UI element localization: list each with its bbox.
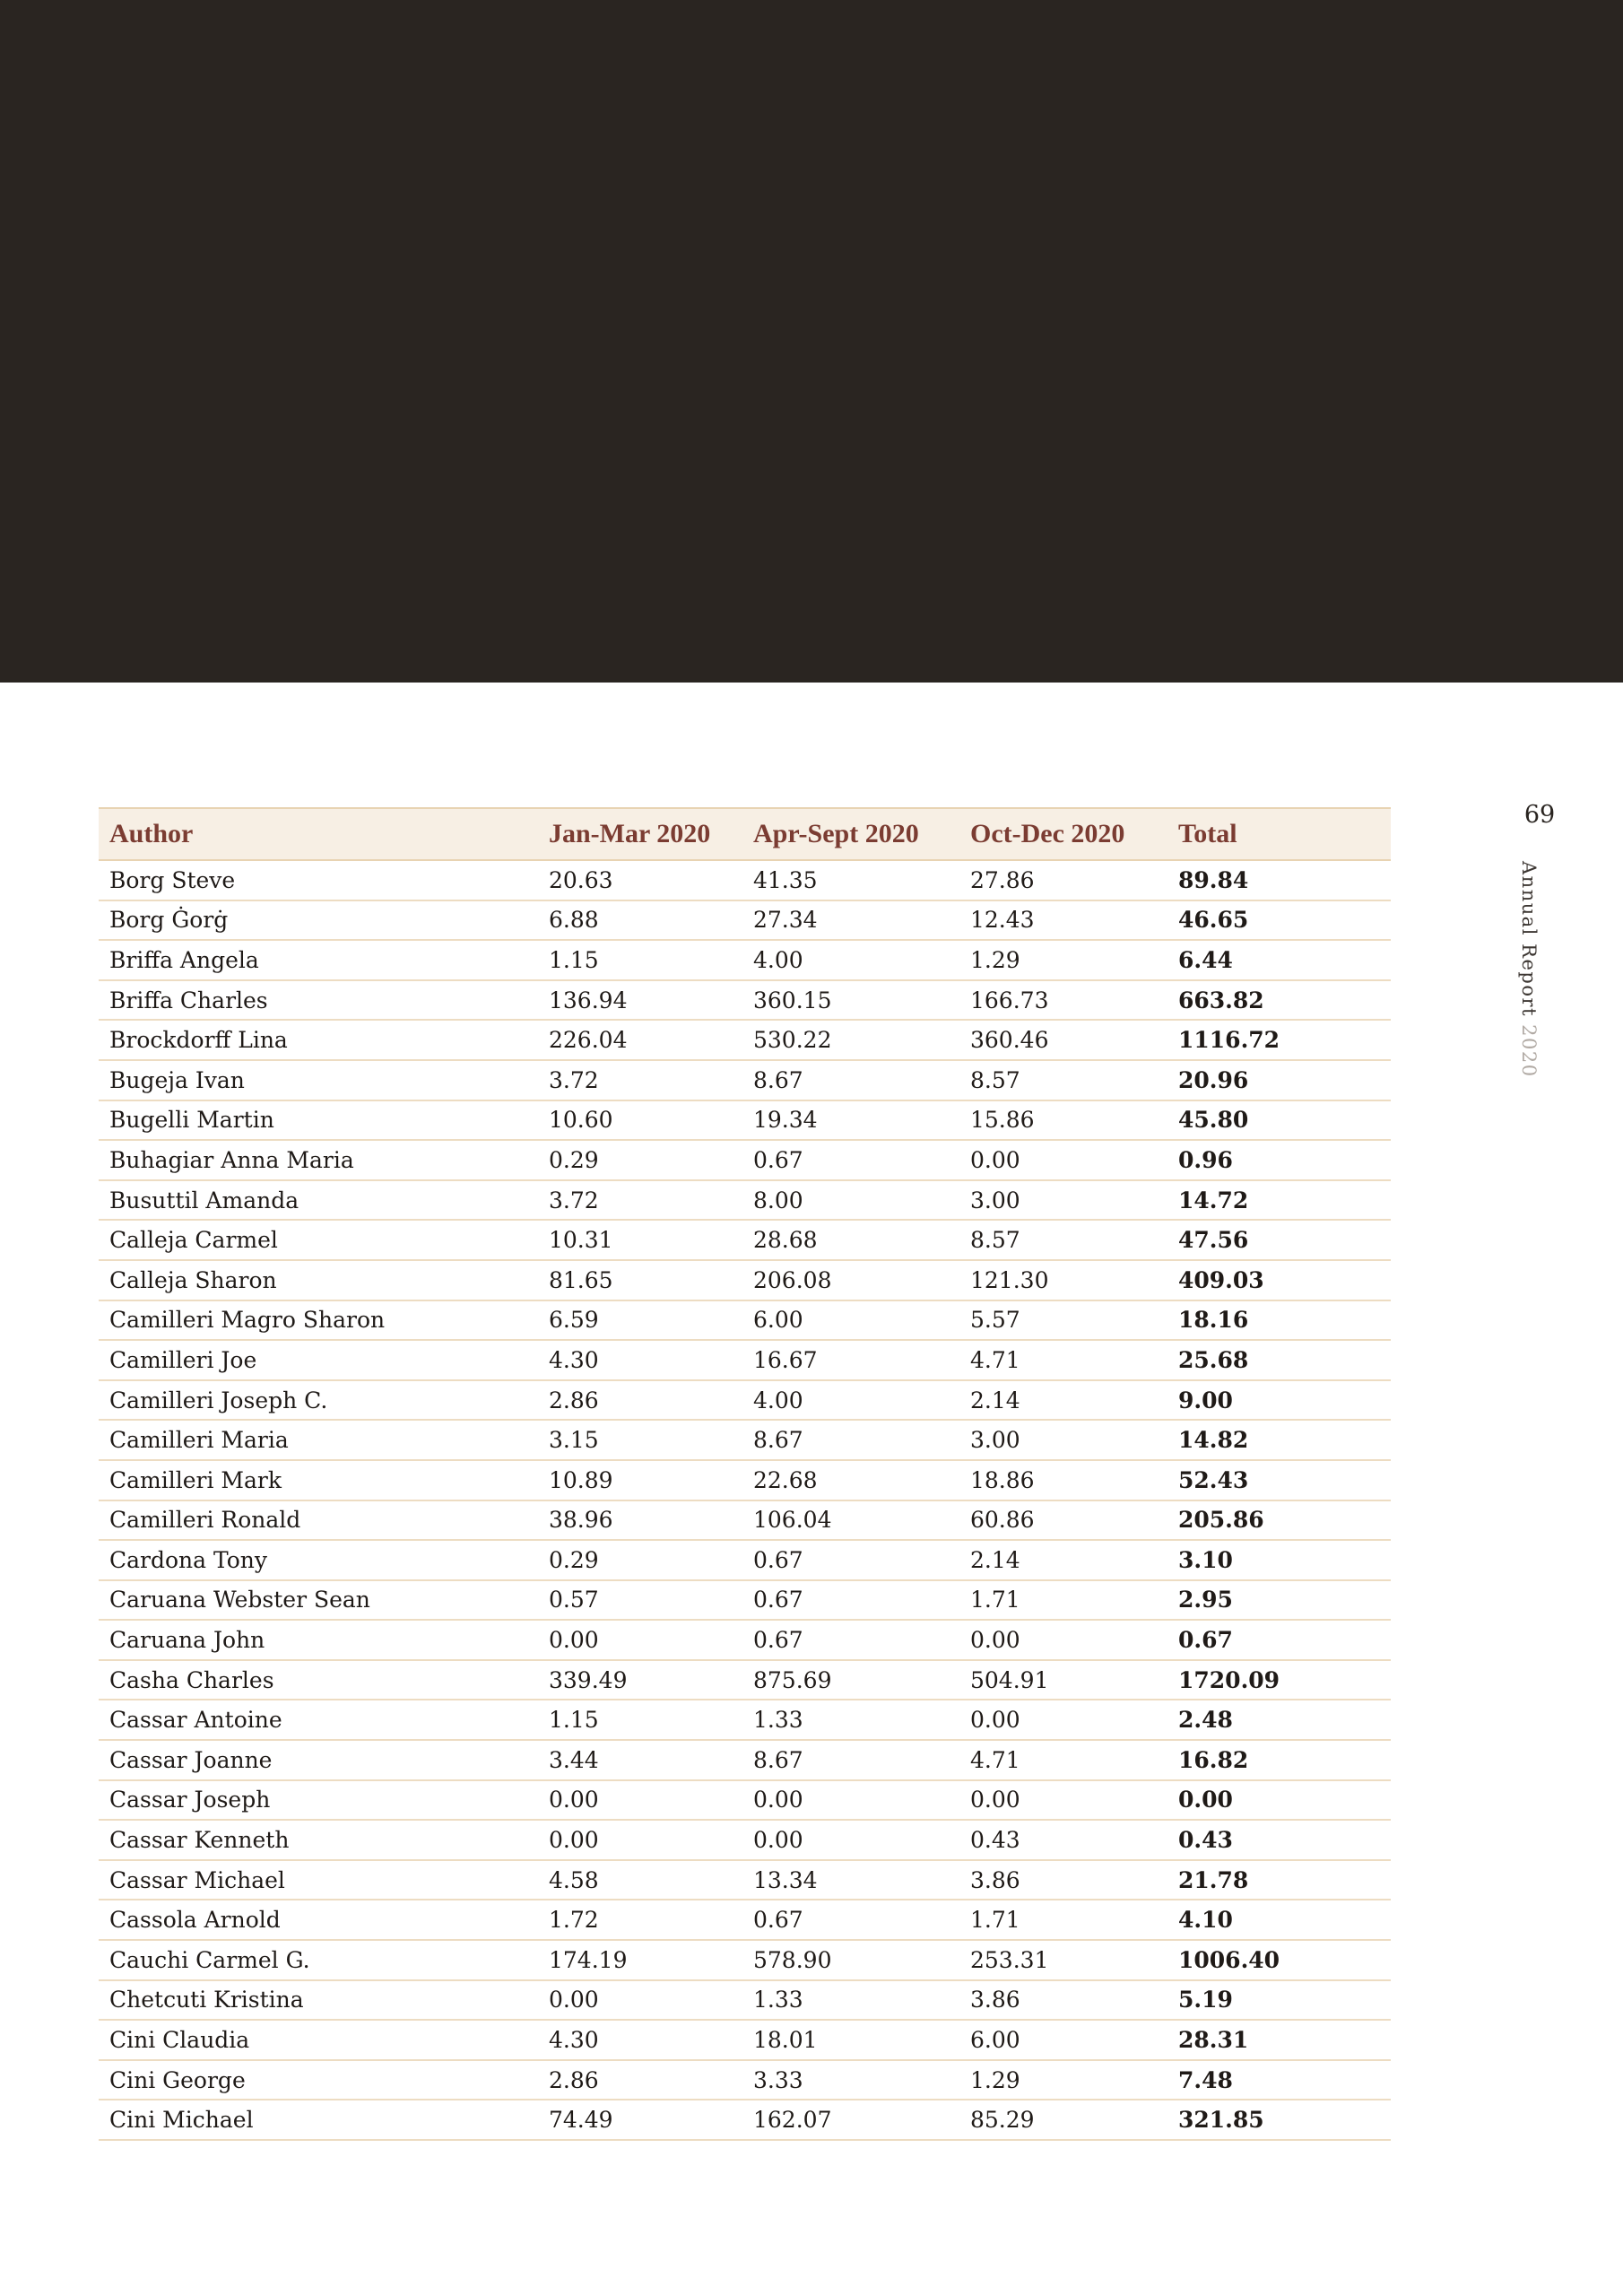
- total-cell: 89.84: [1167, 860, 1391, 900]
- jan-mar-cell: 20.63: [538, 860, 742, 900]
- jan-mar-cell: 38.96: [538, 1500, 742, 1541]
- author-cell: Cassar Michael: [99, 1860, 538, 1900]
- table-row: [99, 1300, 1391, 1341]
- apr-sept-cell: 0.67: [742, 1620, 959, 1660]
- total-cell: 2.95: [1167, 1580, 1391, 1621]
- jan-mar-cell: 4.30: [538, 1340, 742, 1380]
- table-row: [99, 1060, 1391, 1100]
- table-row: [99, 1020, 1391, 1060]
- oct-dec-cell: 85.29: [959, 2100, 1167, 2140]
- jan-mar-cell: 1.15: [538, 940, 742, 980]
- apr-sept-cell: 4.00: [742, 940, 959, 980]
- jan-mar-cell: 339.49: [538, 1660, 742, 1700]
- table-row: [99, 1460, 1391, 1500]
- oct-dec-cell: 8.57: [959, 1220, 1167, 1260]
- author-cell: Cassar Antoine: [99, 1700, 538, 1740]
- jan-mar-cell: 1.15: [538, 1700, 742, 1740]
- apr-sept-cell: 1.33: [742, 1980, 959, 2021]
- author-cell: Chetcuti Kristina: [99, 1980, 538, 2021]
- table-row: [99, 2060, 1391, 2100]
- table-row: [99, 1540, 1391, 1580]
- apr-sept-cell: 0.67: [742, 1900, 959, 1940]
- oct-dec-cell: 12.43: [959, 900, 1167, 941]
- running-head: [1518, 861, 1540, 1078]
- apr-sept-cell: 530.22: [742, 1020, 959, 1060]
- running-head-year: 2020: [1518, 1024, 1540, 1078]
- oct-dec-cell: 3.00: [959, 1180, 1167, 1221]
- apr-sept-cell: 0.67: [742, 1540, 959, 1580]
- royalties-table: [99, 807, 1391, 2141]
- apr-sept-cell: 0.00: [742, 1780, 959, 1821]
- jan-mar-cell: 0.00: [538, 1980, 742, 2021]
- oct-dec-cell: 360.46: [959, 1020, 1167, 1060]
- oct-dec-cell: 4.71: [959, 1740, 1167, 1780]
- jan-mar-cell: 226.04: [538, 1020, 742, 1060]
- table-row: [99, 980, 1391, 1021]
- table-row: [99, 1820, 1391, 1860]
- jan-mar-cell: 74.49: [538, 2100, 742, 2140]
- author-cell: Caruana Webster Sean: [99, 1580, 538, 1621]
- table-row: [99, 1580, 1391, 1621]
- jan-mar-cell: 0.00: [538, 1620, 742, 1660]
- oct-dec-cell: 3.86: [959, 1860, 1167, 1900]
- author-cell: Buhagiar Anna Maria: [99, 1140, 538, 1180]
- author-cell: Casha Charles: [99, 1660, 538, 1700]
- apr-sept-cell: 875.69: [742, 1660, 959, 1700]
- jan-mar-cell: 3.72: [538, 1180, 742, 1221]
- oct-dec-cell: 253.31: [959, 1940, 1167, 1980]
- table-row: [99, 1340, 1391, 1380]
- table-row: [99, 860, 1391, 900]
- jan-mar-cell: 0.29: [538, 1540, 742, 1580]
- apr-sept-cell: 28.68: [742, 1220, 959, 1260]
- jan-mar-cell: 2.86: [538, 1380, 742, 1421]
- table-row: [99, 1100, 1391, 1141]
- oct-dec-cell: 27.86: [959, 860, 1167, 900]
- total-cell: 52.43: [1167, 1460, 1391, 1500]
- jan-mar-cell: 3.44: [538, 1740, 742, 1780]
- total-cell: 28.31: [1167, 2020, 1391, 2060]
- total-cell: 4.10: [1167, 1900, 1391, 1940]
- table-body: [99, 860, 1391, 2140]
- jan-mar-cell: 136.94: [538, 980, 742, 1021]
- table-row: [99, 2100, 1391, 2140]
- author-cell: Cini George: [99, 2060, 538, 2100]
- table-row: [99, 1980, 1391, 2021]
- apr-sept-cell: 578.90: [742, 1940, 959, 1980]
- total-cell: 0.96: [1167, 1140, 1391, 1180]
- oct-dec-cell: 8.57: [959, 1060, 1167, 1100]
- total-cell: 14.82: [1167, 1420, 1391, 1460]
- apr-sept-cell: 6.00: [742, 1300, 959, 1341]
- author-cell: Briffa Charles: [99, 980, 538, 1021]
- table-row: [99, 1380, 1391, 1421]
- author-cell: Camilleri Joseph C.: [99, 1380, 538, 1421]
- apr-sept-cell: 360.15: [742, 980, 959, 1021]
- author-cell: Camilleri Maria: [99, 1420, 538, 1460]
- apr-sept-cell: 16.67: [742, 1340, 959, 1380]
- apr-sept-cell: 106.04: [742, 1500, 959, 1541]
- apr-sept-cell: 3.33: [742, 2060, 959, 2100]
- total-cell: 0.43: [1167, 1820, 1391, 1860]
- oct-dec-cell: 1.71: [959, 1900, 1167, 1940]
- jan-mar-cell: 4.30: [538, 2020, 742, 2060]
- apr-sept-cell: 27.34: [742, 900, 959, 941]
- apr-sept-cell: 0.67: [742, 1580, 959, 1621]
- total-cell: 321.85: [1167, 2100, 1391, 2140]
- total-cell: 25.68: [1167, 1340, 1391, 1380]
- author-cell: Calleja Carmel: [99, 1220, 538, 1260]
- author-cell: Caruana John: [99, 1620, 538, 1660]
- oct-dec-cell: 15.86: [959, 1100, 1167, 1141]
- oct-dec-cell: 0.43: [959, 1820, 1167, 1860]
- author-cell: Busuttil Amanda: [99, 1180, 538, 1221]
- author-cell: Cardona Tony: [99, 1540, 538, 1580]
- column-header-jan-mar: Jan-Mar 2020: [538, 808, 742, 860]
- author-cell: Brockdorff Lina: [99, 1020, 538, 1060]
- jan-mar-cell: 0.00: [538, 1820, 742, 1860]
- table-row: [99, 1500, 1391, 1541]
- jan-mar-cell: 0.57: [538, 1580, 742, 1621]
- jan-mar-cell: 6.88: [538, 900, 742, 941]
- oct-dec-cell: 0.00: [959, 1620, 1167, 1660]
- table-row: [99, 1900, 1391, 1940]
- author-cell: Camilleri Magro Sharon: [99, 1300, 538, 1341]
- total-cell: 1720.09: [1167, 1660, 1391, 1700]
- total-cell: 20.96: [1167, 1060, 1391, 1100]
- total-cell: 1116.72: [1167, 1020, 1391, 1060]
- total-cell: 6.44: [1167, 940, 1391, 980]
- author-cell: Camilleri Joe: [99, 1340, 538, 1380]
- table-row: [99, 1700, 1391, 1740]
- table-row: [99, 1940, 1391, 1980]
- oct-dec-cell: 60.86: [959, 1500, 1167, 1541]
- apr-sept-cell: 8.67: [742, 1420, 959, 1460]
- author-cell: Cassar Kenneth: [99, 1820, 538, 1860]
- total-cell: 205.86: [1167, 1500, 1391, 1541]
- total-cell: 45.80: [1167, 1100, 1391, 1141]
- total-cell: 3.10: [1167, 1540, 1391, 1580]
- jan-mar-cell: 174.19: [538, 1940, 742, 1980]
- oct-dec-cell: 0.00: [959, 1140, 1167, 1180]
- apr-sept-cell: 41.35: [742, 860, 959, 900]
- oct-dec-cell: 4.71: [959, 1340, 1167, 1380]
- jan-mar-cell: 3.72: [538, 1060, 742, 1100]
- oct-dec-cell: 2.14: [959, 1540, 1167, 1580]
- jan-mar-cell: 2.86: [538, 2060, 742, 2100]
- author-cell: Briffa Angela: [99, 940, 538, 980]
- oct-dec-cell: 1.29: [959, 2060, 1167, 2100]
- running-head-title: Annual Report: [1518, 861, 1540, 1017]
- oct-dec-cell: 504.91: [959, 1660, 1167, 1700]
- author-cell: Cini Michael: [99, 2100, 538, 2140]
- total-cell: 5.19: [1167, 1980, 1391, 2021]
- table-header-row: [99, 808, 1391, 860]
- header-image-block: [0, 0, 1623, 683]
- total-cell: 47.56: [1167, 1220, 1391, 1260]
- apr-sept-cell: 162.07: [742, 2100, 959, 2140]
- jan-mar-cell: 10.31: [538, 1220, 742, 1260]
- table-row: [99, 1420, 1391, 1460]
- author-cell: Cini Claudia: [99, 2020, 538, 2060]
- jan-mar-cell: 3.15: [538, 1420, 742, 1460]
- table-row: [99, 1620, 1391, 1660]
- total-cell: 0.00: [1167, 1780, 1391, 1821]
- author-cell: Bugeja Ivan: [99, 1060, 538, 1100]
- table-row: [99, 1180, 1391, 1221]
- oct-dec-cell: 3.86: [959, 1980, 1167, 2021]
- oct-dec-cell: 5.57: [959, 1300, 1167, 1341]
- apr-sept-cell: 0.00: [742, 1820, 959, 1860]
- author-cell: Cauchi Carmel G.: [99, 1940, 538, 1980]
- author-cell: Borg Steve: [99, 860, 538, 900]
- jan-mar-cell: 4.58: [538, 1860, 742, 1900]
- apr-sept-cell: 0.67: [742, 1140, 959, 1180]
- page-number: 69: [1523, 801, 1556, 829]
- jan-mar-cell: 1.72: [538, 1900, 742, 1940]
- apr-sept-cell: 8.67: [742, 1060, 959, 1100]
- table-row: [99, 2020, 1391, 2060]
- total-cell: 7.48: [1167, 2060, 1391, 2100]
- jan-mar-cell: 10.60: [538, 1100, 742, 1141]
- column-header-author: Author: [99, 808, 538, 860]
- total-cell: 9.00: [1167, 1380, 1391, 1421]
- jan-mar-cell: 81.65: [538, 1260, 742, 1300]
- table-row: [99, 940, 1391, 980]
- column-header-oct-dec: Oct-Dec 2020: [959, 808, 1167, 860]
- table-row: [99, 1140, 1391, 1180]
- author-cell: Camilleri Mark: [99, 1460, 538, 1500]
- author-cell: Camilleri Ronald: [99, 1500, 538, 1541]
- apr-sept-cell: 8.00: [742, 1180, 959, 1221]
- author-cell: Borg Ġorġ: [99, 900, 538, 941]
- total-cell: 663.82: [1167, 980, 1391, 1021]
- oct-dec-cell: 1.71: [959, 1580, 1167, 1621]
- oct-dec-cell: 2.14: [959, 1380, 1167, 1421]
- author-cell: Cassola Arnold: [99, 1900, 538, 1940]
- total-cell: 2.48: [1167, 1700, 1391, 1740]
- total-cell: 46.65: [1167, 900, 1391, 941]
- apr-sept-cell: 206.08: [742, 1260, 959, 1300]
- author-cell: Cassar Joseph: [99, 1780, 538, 1821]
- total-cell: 16.82: [1167, 1740, 1391, 1780]
- column-header-apr-sept: Apr-Sept 2020: [742, 808, 959, 860]
- oct-dec-cell: 3.00: [959, 1420, 1167, 1460]
- jan-mar-cell: 0.29: [538, 1140, 742, 1180]
- total-cell: 18.16: [1167, 1300, 1391, 1341]
- total-cell: 14.72: [1167, 1180, 1391, 1221]
- jan-mar-cell: 0.00: [538, 1780, 742, 1821]
- table-row: [99, 1260, 1391, 1300]
- oct-dec-cell: 6.00: [959, 2020, 1167, 2060]
- table-row: [99, 1660, 1391, 1700]
- author-cell: Cassar Joanne: [99, 1740, 538, 1780]
- total-cell: 21.78: [1167, 1860, 1391, 1900]
- oct-dec-cell: 121.30: [959, 1260, 1167, 1300]
- author-cell: Bugelli Martin: [99, 1100, 538, 1141]
- table-row: [99, 1780, 1391, 1821]
- apr-sept-cell: 18.01: [742, 2020, 959, 2060]
- author-cell: Calleja Sharon: [99, 1260, 538, 1300]
- apr-sept-cell: 4.00: [742, 1380, 959, 1421]
- jan-mar-cell: 6.59: [538, 1300, 742, 1341]
- total-cell: 409.03: [1167, 1260, 1391, 1300]
- apr-sept-cell: 1.33: [742, 1700, 959, 1740]
- column-header-total: Total: [1167, 808, 1391, 860]
- apr-sept-cell: 22.68: [742, 1460, 959, 1500]
- apr-sept-cell: 19.34: [742, 1100, 959, 1141]
- oct-dec-cell: 0.00: [959, 1780, 1167, 1821]
- table-row: [99, 1860, 1391, 1900]
- total-cell: 1006.40: [1167, 1940, 1391, 1980]
- oct-dec-cell: 1.29: [959, 940, 1167, 980]
- jan-mar-cell: 10.89: [538, 1460, 742, 1500]
- oct-dec-cell: 0.00: [959, 1700, 1167, 1740]
- table-row: [99, 1740, 1391, 1780]
- table-row: [99, 900, 1391, 941]
- oct-dec-cell: 18.86: [959, 1460, 1167, 1500]
- total-cell: 0.67: [1167, 1620, 1391, 1660]
- apr-sept-cell: 13.34: [742, 1860, 959, 1900]
- oct-dec-cell: 166.73: [959, 980, 1167, 1021]
- table-row: [99, 1220, 1391, 1260]
- apr-sept-cell: 8.67: [742, 1740, 959, 1780]
